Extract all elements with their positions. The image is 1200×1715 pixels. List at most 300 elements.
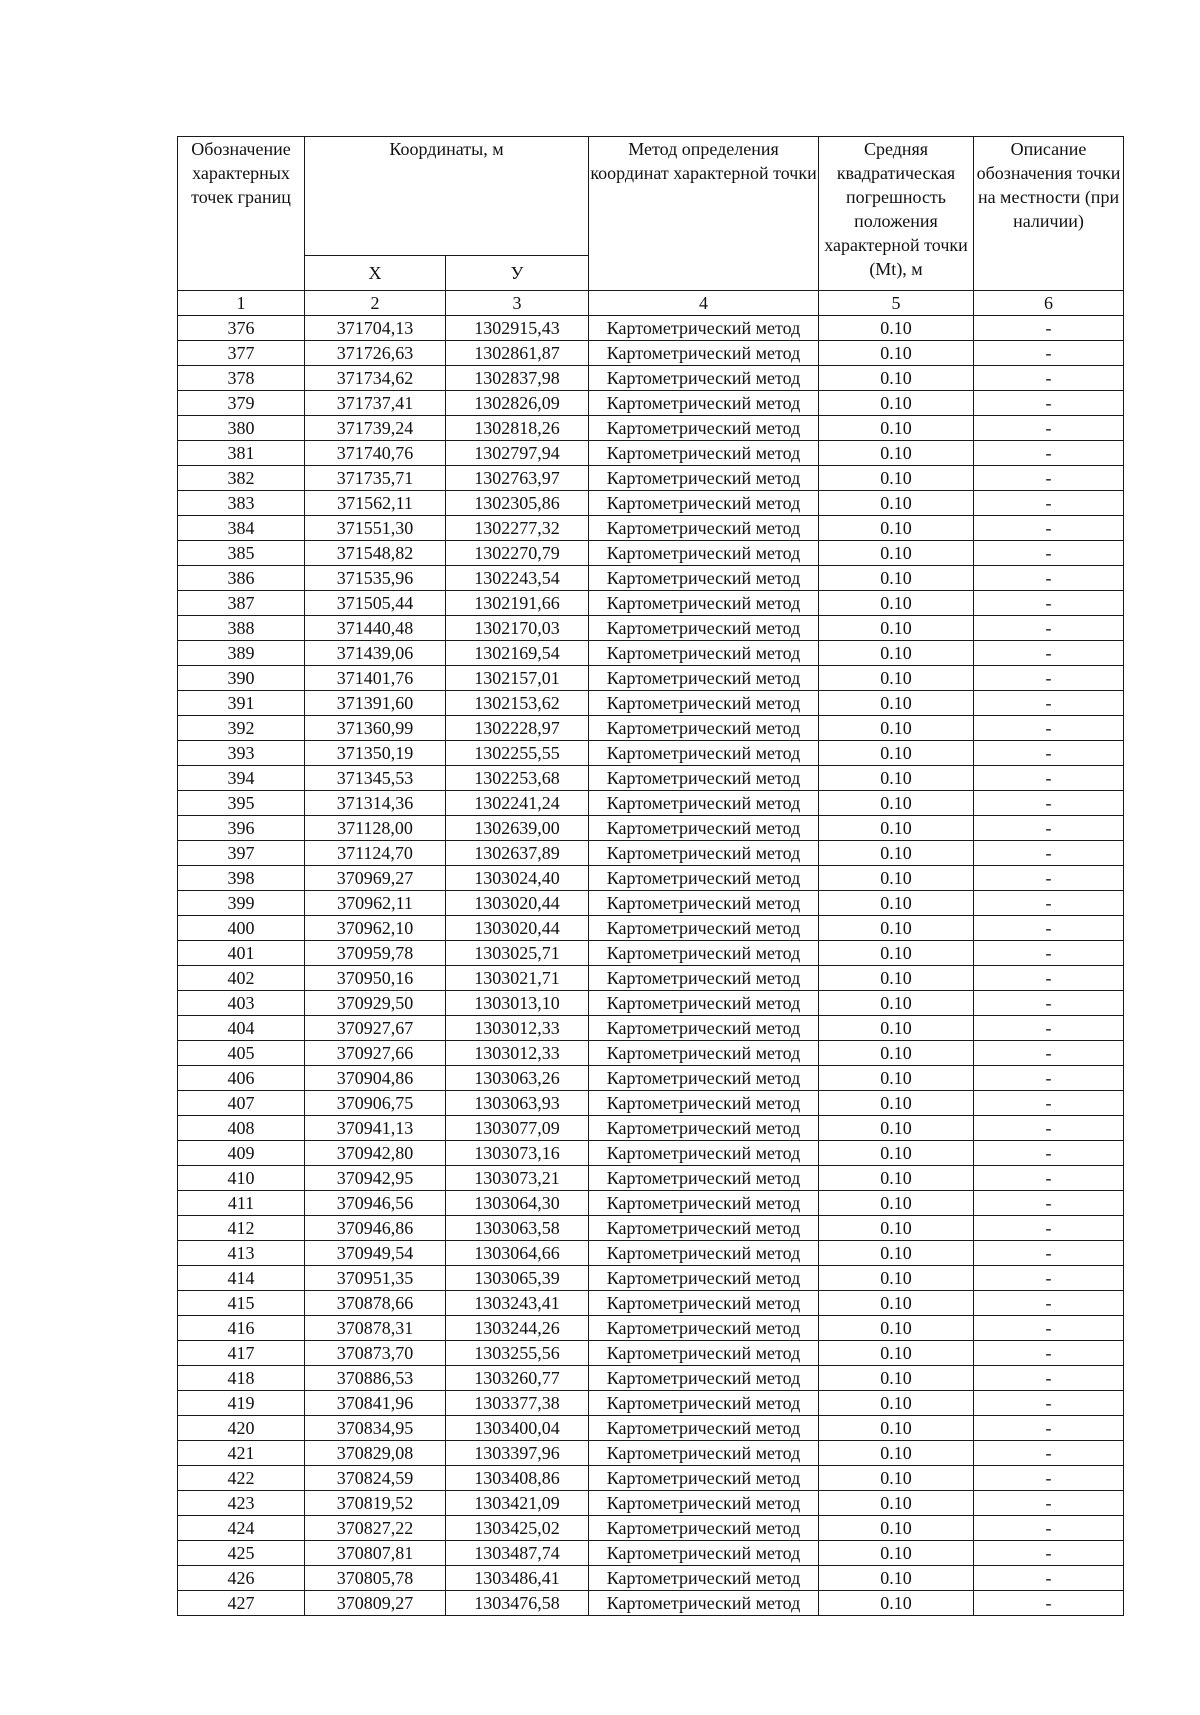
table-body (178, 316, 1124, 1616)
y-coordinate-cell: 1302818,26 (446, 416, 589, 441)
point-number-cell: 423 (178, 1491, 305, 1516)
method-cell: Картометрический метод (589, 491, 819, 516)
error-cell: 0.10 (819, 841, 974, 866)
table-row (178, 916, 1124, 941)
error-cell: 0.10 (819, 1191, 974, 1216)
y-coordinate-cell: 1302270,79 (446, 541, 589, 566)
table-row (178, 416, 1124, 441)
y-coordinate-cell: 1303244,26 (446, 1316, 589, 1341)
table-row (178, 1591, 1124, 1616)
table-row (178, 1416, 1124, 1441)
method-cell: Картометрический метод (589, 1116, 819, 1141)
error-cell: 0.10 (819, 391, 974, 416)
description-cell: - (974, 1116, 1124, 1141)
method-cell: Картометрический метод (589, 1091, 819, 1116)
table-row (178, 516, 1124, 541)
method-cell: Картометрический метод (589, 1341, 819, 1366)
y-coordinate-cell: 1303077,09 (446, 1116, 589, 1141)
description-cell: - (974, 541, 1124, 566)
method-cell: Картометрический метод (589, 416, 819, 441)
error-cell: 0.10 (819, 566, 974, 591)
error-cell: 0.10 (819, 1391, 974, 1416)
point-number-cell: 408 (178, 1116, 305, 1141)
point-number-cell: 389 (178, 641, 305, 666)
x-coordinate-cell: 370829,08 (305, 1441, 446, 1466)
table-row (178, 1441, 1124, 1466)
x-coordinate-cell: 370969,27 (305, 866, 446, 891)
y-coordinate-cell: 1302763,97 (446, 466, 589, 491)
point-number-cell: 411 (178, 1191, 305, 1216)
description-cell: - (974, 1016, 1124, 1041)
error-cell: 0.10 (819, 366, 974, 391)
point-number-cell: 380 (178, 416, 305, 441)
point-number-cell: 386 (178, 566, 305, 591)
column-number: 5 (819, 291, 974, 316)
point-number-cell: 405 (178, 1041, 305, 1066)
method-cell: Картометрический метод (589, 1516, 819, 1541)
method-cell: Картометрический метод (589, 1391, 819, 1416)
y-coordinate-cell: 1303476,58 (446, 1591, 589, 1616)
x-coordinate-cell: 371439,06 (305, 641, 446, 666)
error-cell: 0.10 (819, 1166, 974, 1191)
method-cell: Картометрический метод (589, 1166, 819, 1191)
column-number: 6 (974, 291, 1124, 316)
table-row (178, 891, 1124, 916)
error-cell: 0.10 (819, 1491, 974, 1516)
method-cell: Картометрический метод (589, 841, 819, 866)
point-number-cell: 421 (178, 1441, 305, 1466)
y-coordinate-cell: 1302243,54 (446, 566, 589, 591)
x-coordinate-cell: 371505,44 (305, 591, 446, 616)
method-cell: Картометрический метод (589, 566, 819, 591)
table-row (178, 1266, 1124, 1291)
point-number-cell: 388 (178, 616, 305, 641)
table-row (178, 1366, 1124, 1391)
y-coordinate-cell: 1303013,10 (446, 991, 589, 1016)
description-cell: - (974, 1216, 1124, 1241)
x-coordinate-cell: 370827,22 (305, 1516, 446, 1541)
header-method: Метод определения координат характерной точки (589, 137, 819, 291)
method-cell: Картометрический метод (589, 1591, 819, 1616)
y-coordinate-cell: 1303421,09 (446, 1491, 589, 1516)
y-coordinate-cell: 1303064,30 (446, 1191, 589, 1216)
method-cell: Картометрический метод (589, 891, 819, 916)
method-cell: Картометрический метод (589, 1566, 819, 1591)
x-coordinate-cell: 371737,41 (305, 391, 446, 416)
x-coordinate-cell: 371391,60 (305, 691, 446, 716)
error-cell: 0.10 (819, 1016, 974, 1041)
y-coordinate-cell: 1303377,38 (446, 1391, 589, 1416)
x-coordinate-cell: 371548,82 (305, 541, 446, 566)
method-cell: Картометрический метод (589, 991, 819, 1016)
y-coordinate-cell: 1303260,77 (446, 1366, 589, 1391)
point-number-cell: 404 (178, 1016, 305, 1041)
y-coordinate-cell: 1302861,87 (446, 341, 589, 366)
error-cell: 0.10 (819, 1116, 974, 1141)
error-cell: 0.10 (819, 991, 974, 1016)
y-coordinate-cell: 1303012,33 (446, 1041, 589, 1066)
column-number: 2 (305, 291, 446, 316)
point-number-cell: 418 (178, 1366, 305, 1391)
description-cell: - (974, 991, 1124, 1016)
method-cell: Картометрический метод (589, 1366, 819, 1391)
x-coordinate-cell: 371726,63 (305, 341, 446, 366)
point-number-cell: 384 (178, 516, 305, 541)
method-cell: Картометрический метод (589, 316, 819, 341)
method-cell: Картометрический метод (589, 791, 819, 816)
y-coordinate-cell: 1303021,71 (446, 966, 589, 991)
method-cell: Картометрический метод (589, 666, 819, 691)
error-cell: 0.10 (819, 866, 974, 891)
x-coordinate-cell: 370929,50 (305, 991, 446, 1016)
y-coordinate-cell: 1302153,62 (446, 691, 589, 716)
point-number-cell: 401 (178, 941, 305, 966)
method-cell: Картометрический метод (589, 1241, 819, 1266)
point-number-cell: 378 (178, 366, 305, 391)
table-row (178, 366, 1124, 391)
point-number-cell: 387 (178, 591, 305, 616)
point-number-cell: 382 (178, 466, 305, 491)
description-cell: - (974, 1066, 1124, 1091)
y-coordinate-cell: 1302191,66 (446, 591, 589, 616)
description-cell: - (974, 416, 1124, 441)
point-number-cell: 414 (178, 1266, 305, 1291)
table-row (178, 466, 1124, 491)
description-cell: - (974, 1591, 1124, 1616)
method-cell: Картометрический метод (589, 691, 819, 716)
description-cell: - (974, 1416, 1124, 1441)
error-cell: 0.10 (819, 1241, 974, 1266)
error-cell: 0.10 (819, 716, 974, 741)
description-cell: - (974, 1516, 1124, 1541)
error-cell: 0.10 (819, 1291, 974, 1316)
description-cell: - (974, 841, 1124, 866)
x-coordinate-cell: 371350,19 (305, 741, 446, 766)
x-coordinate-cell: 370946,56 (305, 1191, 446, 1216)
y-coordinate-cell: 1302637,89 (446, 841, 589, 866)
method-cell: Картометрический метод (589, 866, 819, 891)
y-coordinate-cell: 1303063,58 (446, 1216, 589, 1241)
point-number-cell: 409 (178, 1141, 305, 1166)
table-row (178, 1191, 1124, 1216)
description-cell: - (974, 1566, 1124, 1591)
table-row (178, 991, 1124, 1016)
description-cell: - (974, 1441, 1124, 1466)
error-cell: 0.10 (819, 1091, 974, 1116)
table-row (178, 491, 1124, 516)
description-cell: - (974, 516, 1124, 541)
table-row (178, 716, 1124, 741)
description-cell: - (974, 791, 1124, 816)
table-row (178, 741, 1124, 766)
point-number-cell: 383 (178, 491, 305, 516)
point-number-cell: 427 (178, 1591, 305, 1616)
point-number-cell: 390 (178, 666, 305, 691)
table-row (178, 666, 1124, 691)
description-cell: - (974, 1541, 1124, 1566)
description-cell: - (974, 1291, 1124, 1316)
header-coords: Координаты, м (305, 137, 589, 256)
point-number-cell: 398 (178, 866, 305, 891)
description-cell: - (974, 1191, 1124, 1216)
description-cell: - (974, 1466, 1124, 1491)
description-cell: - (974, 716, 1124, 741)
description-cell: - (974, 566, 1124, 591)
error-cell: 0.10 (819, 591, 974, 616)
description-cell: - (974, 641, 1124, 666)
x-coordinate-cell: 371124,70 (305, 841, 446, 866)
point-number-cell: 403 (178, 991, 305, 1016)
table-row (178, 391, 1124, 416)
point-number-cell: 400 (178, 916, 305, 941)
error-cell: 0.10 (819, 891, 974, 916)
point-number-cell: 413 (178, 1241, 305, 1266)
table-row (178, 1116, 1124, 1141)
method-cell: Картометрический метод (589, 1141, 819, 1166)
y-coordinate-cell: 1302170,03 (446, 616, 589, 641)
x-coordinate-cell: 371562,11 (305, 491, 446, 516)
point-number-cell: 416 (178, 1316, 305, 1341)
x-coordinate-cell: 370841,96 (305, 1391, 446, 1416)
point-number-cell: 424 (178, 1516, 305, 1541)
x-coordinate-cell: 370949,54 (305, 1241, 446, 1266)
method-cell: Картометрический метод (589, 541, 819, 566)
description-cell: - (974, 341, 1124, 366)
method-cell: Картометрический метод (589, 516, 819, 541)
point-number-cell: 377 (178, 341, 305, 366)
y-coordinate-cell: 1303064,66 (446, 1241, 589, 1266)
error-cell: 0.10 (819, 1216, 974, 1241)
x-coordinate-cell: 370886,53 (305, 1366, 446, 1391)
point-number-cell: 415 (178, 1291, 305, 1316)
error-cell: 0.10 (819, 466, 974, 491)
description-cell: - (974, 1491, 1124, 1516)
point-number-cell: 381 (178, 441, 305, 466)
x-coordinate-cell: 370807,81 (305, 1541, 446, 1566)
x-coordinate-cell: 370819,52 (305, 1491, 446, 1516)
y-coordinate-cell: 1303408,86 (446, 1466, 589, 1491)
table-row (178, 541, 1124, 566)
y-coordinate-cell: 1303073,16 (446, 1141, 589, 1166)
x-coordinate-cell: 370927,67 (305, 1016, 446, 1041)
method-cell: Картометрический метод (589, 1066, 819, 1091)
column-number: 4 (589, 291, 819, 316)
table-row (178, 316, 1124, 341)
method-cell: Картометрический метод (589, 966, 819, 991)
table-row (178, 1141, 1124, 1166)
x-coordinate-cell: 370962,10 (305, 916, 446, 941)
point-number-cell: 419 (178, 1391, 305, 1416)
x-coordinate-cell: 371314,36 (305, 791, 446, 816)
y-coordinate-cell: 1303487,74 (446, 1541, 589, 1566)
error-cell: 0.10 (819, 641, 974, 666)
method-cell: Картометрический метод (589, 716, 819, 741)
x-coordinate-cell: 371401,76 (305, 666, 446, 691)
x-coordinate-cell: 371739,24 (305, 416, 446, 441)
x-coordinate-cell: 370942,80 (305, 1141, 446, 1166)
table-row (178, 1466, 1124, 1491)
y-coordinate-cell: 1303024,40 (446, 866, 589, 891)
x-coordinate-cell: 371735,71 (305, 466, 446, 491)
x-coordinate-cell: 371535,96 (305, 566, 446, 591)
table-row (178, 1291, 1124, 1316)
x-coordinate-cell: 370805,78 (305, 1566, 446, 1591)
description-cell: - (974, 1316, 1124, 1341)
x-coordinate-cell: 371551,30 (305, 516, 446, 541)
description-cell: - (974, 1041, 1124, 1066)
method-cell: Картометрический метод (589, 641, 819, 666)
point-number-cell: 406 (178, 1066, 305, 1091)
point-number-cell: 417 (178, 1341, 305, 1366)
error-cell: 0.10 (819, 616, 974, 641)
error-cell: 0.10 (819, 1516, 974, 1541)
method-cell: Картометрический метод (589, 366, 819, 391)
error-cell: 0.10 (819, 1566, 974, 1591)
y-coordinate-cell: 1303486,41 (446, 1566, 589, 1591)
table-row (178, 841, 1124, 866)
description-cell: - (974, 1141, 1124, 1166)
error-cell: 0.10 (819, 316, 974, 341)
method-cell: Картометрический метод (589, 616, 819, 641)
x-coordinate-cell: 370946,86 (305, 1216, 446, 1241)
method-cell: Картометрический метод (589, 341, 819, 366)
coordinates-table (177, 136, 1124, 1616)
method-cell: Картометрический метод (589, 1491, 819, 1516)
table-row (178, 866, 1124, 891)
description-cell: - (974, 691, 1124, 716)
description-cell: - (974, 941, 1124, 966)
table-row (178, 1541, 1124, 1566)
point-number-cell: 426 (178, 1566, 305, 1591)
table-row (178, 691, 1124, 716)
description-cell: - (974, 466, 1124, 491)
error-cell: 0.10 (819, 691, 974, 716)
header-y: У (446, 256, 589, 291)
x-coordinate-cell: 371704,13 (305, 316, 446, 341)
method-cell: Картометрический метод (589, 741, 819, 766)
description-cell: - (974, 741, 1124, 766)
table-row (178, 941, 1124, 966)
x-coordinate-cell: 370962,11 (305, 891, 446, 916)
method-cell: Картометрический метод (589, 916, 819, 941)
method-cell: Картометрический метод (589, 391, 819, 416)
point-number-cell: 379 (178, 391, 305, 416)
table-row (178, 591, 1124, 616)
error-cell: 0.10 (819, 1416, 974, 1441)
header-point: Обозначение характерных точек границ (178, 137, 305, 291)
y-coordinate-cell: 1303020,44 (446, 916, 589, 941)
point-number-cell: 376 (178, 316, 305, 341)
description-cell: - (974, 916, 1124, 941)
point-number-cell: 422 (178, 1466, 305, 1491)
method-cell: Картометрический метод (589, 1541, 819, 1566)
x-coordinate-cell: 370878,31 (305, 1316, 446, 1341)
method-cell: Картометрический метод (589, 1266, 819, 1291)
point-number-cell: 402 (178, 966, 305, 991)
table-row (178, 1241, 1124, 1266)
error-cell: 0.10 (819, 1541, 974, 1566)
description-cell: - (974, 1366, 1124, 1391)
description-cell: - (974, 766, 1124, 791)
header-x: X (305, 256, 446, 291)
table-row (178, 1491, 1124, 1516)
error-cell: 0.10 (819, 1366, 974, 1391)
description-cell: - (974, 891, 1124, 916)
y-coordinate-cell: 1302228,97 (446, 716, 589, 741)
table-row (178, 1566, 1124, 1591)
table-row (178, 1066, 1124, 1091)
x-coordinate-cell: 371360,99 (305, 716, 446, 741)
table-row (178, 766, 1124, 791)
description-cell: - (974, 1391, 1124, 1416)
description-cell: - (974, 391, 1124, 416)
table-row (178, 616, 1124, 641)
x-coordinate-cell: 370904,86 (305, 1066, 446, 1091)
method-cell: Картометрический метод (589, 1041, 819, 1066)
error-cell: 0.10 (819, 766, 974, 791)
x-coordinate-cell: 370942,95 (305, 1166, 446, 1191)
table-row (178, 641, 1124, 666)
x-coordinate-cell: 371740,76 (305, 441, 446, 466)
point-number-cell: 396 (178, 816, 305, 841)
description-cell: - (974, 966, 1124, 991)
y-coordinate-cell: 1303397,96 (446, 1441, 589, 1466)
method-cell: Картометрический метод (589, 1216, 819, 1241)
error-cell: 0.10 (819, 1266, 974, 1291)
y-coordinate-cell: 1303255,56 (446, 1341, 589, 1366)
method-cell: Картометрический метод (589, 466, 819, 491)
y-coordinate-cell: 1302797,94 (446, 441, 589, 466)
method-cell: Картометрический метод (589, 816, 819, 841)
y-coordinate-cell: 1302241,24 (446, 791, 589, 816)
description-cell: - (974, 1266, 1124, 1291)
point-number-cell: 425 (178, 1541, 305, 1566)
description-cell: - (974, 866, 1124, 891)
y-coordinate-cell: 1302826,09 (446, 391, 589, 416)
table-row (178, 966, 1124, 991)
description-cell: - (974, 666, 1124, 691)
description-cell: - (974, 366, 1124, 391)
error-cell: 0.10 (819, 341, 974, 366)
point-number-cell: 420 (178, 1416, 305, 1441)
table-row (178, 1091, 1124, 1116)
description-cell: - (974, 1341, 1124, 1366)
x-coordinate-cell: 370906,75 (305, 1091, 446, 1116)
point-number-cell: 391 (178, 691, 305, 716)
error-cell: 0.10 (819, 491, 974, 516)
error-cell: 0.10 (819, 1141, 974, 1166)
x-coordinate-cell: 371345,53 (305, 766, 446, 791)
error-cell: 0.10 (819, 441, 974, 466)
y-coordinate-cell: 1303243,41 (446, 1291, 589, 1316)
y-coordinate-cell: 1302277,32 (446, 516, 589, 541)
method-cell: Картометрический метод (589, 1416, 819, 1441)
y-coordinate-cell: 1303020,44 (446, 891, 589, 916)
table-row (178, 1016, 1124, 1041)
error-cell: 0.10 (819, 1466, 974, 1491)
header-description: Описание обозначения точки на местности (при наличии) (974, 137, 1124, 291)
column-number: 1 (178, 291, 305, 316)
y-coordinate-cell: 1303400,04 (446, 1416, 589, 1441)
x-coordinate-cell: 370959,78 (305, 941, 446, 966)
x-coordinate-cell: 370873,70 (305, 1341, 446, 1366)
method-cell: Картометрический метод (589, 941, 819, 966)
method-cell: Картометрический метод (589, 1466, 819, 1491)
y-coordinate-cell: 1303425,02 (446, 1516, 589, 1541)
description-cell: - (974, 316, 1124, 341)
error-cell: 0.10 (819, 666, 974, 691)
y-coordinate-cell: 1303025,71 (446, 941, 589, 966)
